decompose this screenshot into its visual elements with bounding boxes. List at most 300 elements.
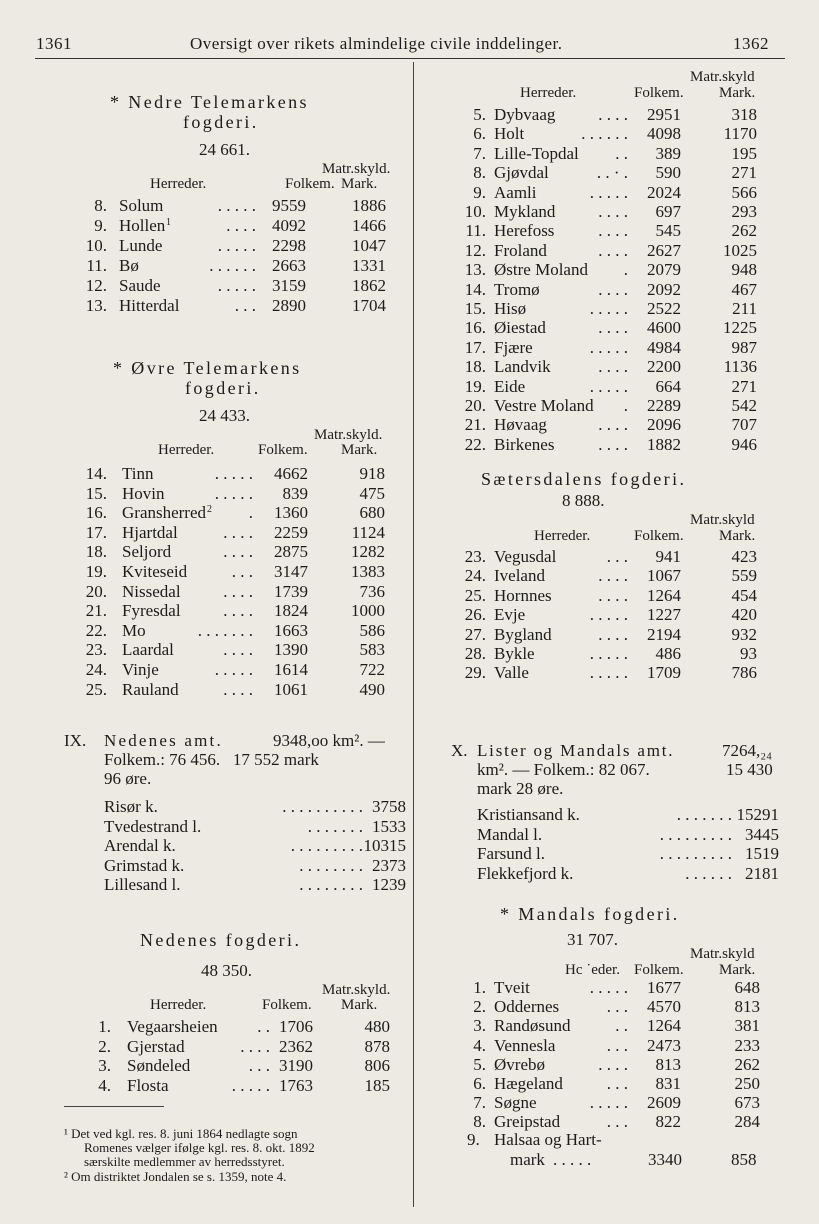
matrikkelskyld: 475 — [359, 483, 385, 503]
row-number: 19. — [464, 376, 486, 396]
col-header-matr: Matr.skyld — [690, 69, 755, 85]
town-name: Kristiansand k. — [477, 805, 580, 824]
leader-dots: . . . — [234, 296, 256, 315]
matrikkelskyld: 211 — [732, 299, 757, 318]
table-row — [0, 1093, 819, 1112]
leader-dots: . . — [615, 1016, 628, 1036]
matrikkelskyld: 736 — [359, 581, 385, 601]
col-header-herreder: Herreder. — [534, 528, 591, 544]
herred-name: Nissedal — [122, 581, 181, 601]
amt-area: 7264,₂₄ — [722, 741, 773, 760]
town-name: Farsund l. — [477, 844, 545, 863]
folkemengde: 1763 — [279, 1075, 313, 1095]
folkemengde: 2289 — [647, 396, 681, 415]
row-number: 16. — [85, 503, 107, 523]
row-number: 5. — [473, 105, 486, 124]
row-number: 4. — [98, 1075, 111, 1095]
folkemengde: 1824 — [274, 601, 308, 621]
col-header-matr: Matr.skyld. — [314, 427, 383, 443]
amt-number: X. — [451, 741, 468, 760]
matrikkelskyld: 648 — [734, 978, 760, 997]
matrikkelskyld: 987 — [731, 337, 757, 357]
town-population: 3445 — [745, 824, 779, 844]
matrikkelskyld: 381 — [734, 1016, 760, 1036]
matrikkelskyld: 185 — [364, 1075, 390, 1095]
folkemengde: 1264 — [647, 1016, 681, 1036]
leader-dots: . . . . — [598, 279, 628, 299]
herred-name: Fjære — [494, 337, 533, 357]
leader-dots: . . . . — [223, 522, 253, 542]
leader-dots: . . . . — [240, 1036, 270, 1056]
herred-name: Tinn — [122, 464, 154, 483]
matrikkelskyld: 423 — [731, 547, 757, 566]
row-number: 17. — [85, 522, 107, 542]
row-number: 9. — [94, 216, 107, 235]
footnote-marker: 1 — [166, 217, 171, 228]
col-header-matr: Matr.skyld — [690, 512, 755, 528]
leader-dots: . . . — [606, 1074, 628, 1093]
folkemengde: 1264 — [647, 585, 681, 605]
row-number: 4. — [473, 1035, 486, 1055]
row-number: 21. — [85, 601, 107, 621]
matrikkelskyld: 271 — [731, 376, 757, 396]
town-population: 2181 — [745, 863, 779, 883]
col-header-matr: Matr.skyld. — [322, 161, 391, 177]
herred-name: mark — [510, 1150, 545, 1169]
herred-name: Fyresdal — [122, 601, 181, 621]
folkemengde: 2951 — [647, 105, 681, 124]
folkemengde: 2663 — [272, 256, 306, 275]
matrikkelskyld: 1000 — [351, 601, 385, 621]
leader-dots: . . . . . — [589, 376, 628, 396]
leader-dots: . . . — [606, 1035, 628, 1055]
section-title: * Nedre Telemarkens — [110, 92, 309, 112]
table-row — [0, 464, 819, 483]
herred-name: Øiestad — [494, 318, 546, 338]
leader-dots: . . . . . . — [685, 863, 732, 883]
leader-dots: . — [623, 260, 628, 280]
herred-name: Lille-Topdal — [494, 143, 579, 163]
herred-name: Randøsund — [494, 1016, 571, 1036]
row-number: 15. — [464, 299, 486, 318]
table-row — [0, 241, 819, 260]
folkemengde: 389 — [655, 143, 681, 163]
town-name: Tvedestrand l. — [104, 816, 202, 836]
leader-dots: . . . . . — [217, 236, 256, 255]
matrikkelskyld: 946 — [731, 434, 757, 454]
matrikkelskyld: 1136 — [723, 357, 757, 377]
amt-area: 9348,oo km². — — [273, 731, 385, 750]
footnote-1-cont: Romenes vælger ifølge kgl. res. 8. okt. 1892 — [84, 1140, 315, 1155]
table-row — [0, 318, 819, 337]
table-row — [0, 1016, 819, 1035]
leader-dots: . . . . . . . . — [299, 855, 363, 875]
table-row — [0, 625, 819, 644]
leader-dots: . . . . — [598, 318, 628, 338]
folkemengde: 813 — [655, 1054, 681, 1074]
col-header-folkem: Folkem. — [634, 85, 684, 101]
leader-dots: . . . . . . — [581, 124, 628, 144]
matrikkelskyld: 1331 — [352, 256, 386, 275]
row-number: 2. — [473, 997, 486, 1017]
folkemengde: 2092 — [647, 279, 681, 299]
table-row — [0, 280, 819, 299]
leader-dots: . . . . . . . — [307, 816, 363, 836]
folkemengde: 4092 — [272, 216, 306, 235]
amt-number: IX. — [64, 731, 87, 750]
row-number: 14. — [85, 464, 107, 483]
matrikkelskyld: 1124 — [351, 522, 385, 542]
leader-dots: . . . . . . . . . — [659, 824, 732, 844]
table-row — [0, 680, 819, 699]
folkemengde: 3190 — [279, 1056, 313, 1075]
herred-name: Eide — [494, 376, 526, 396]
herred-name: Søgne — [494, 1093, 537, 1113]
matrikkelskyld: 878 — [364, 1036, 390, 1056]
matrikkelskyld: 1025 — [723, 240, 757, 260]
leader-dots: . . . . . — [589, 978, 628, 997]
herred-name: Oddernes — [494, 997, 560, 1017]
folkemengde: 1614 — [274, 660, 308, 679]
row-number: 15. — [85, 483, 107, 503]
table-row — [0, 105, 819, 124]
town-row — [0, 805, 819, 824]
town-row — [0, 844, 819, 863]
matrikkelskyld: 566 — [731, 182, 757, 202]
row-number: 26. — [464, 605, 486, 625]
leader-dots: . . . . . — [589, 1093, 628, 1113]
leader-dots: . . . . . — [214, 464, 253, 483]
town-population: 10315 — [363, 836, 406, 855]
town-name: Lillesand l. — [104, 875, 181, 894]
col-header-mark: Mark. — [719, 85, 756, 101]
table-row — [0, 202, 819, 221]
herred-name: Bykle — [494, 644, 535, 663]
section-title: fogderi. — [185, 378, 261, 398]
page-number-left: 1361 — [36, 34, 72, 53]
herred-name: Hjartdal — [122, 522, 178, 542]
col-header-mark: Mark. — [341, 442, 378, 458]
town-population: 1519 — [745, 844, 779, 863]
table-row — [0, 605, 819, 624]
row-number: 3. — [473, 1016, 486, 1036]
leader-dots: . . . . . — [214, 483, 253, 503]
herred-name: Dybvaag — [494, 105, 556, 124]
folkemengde: 1663 — [274, 620, 308, 640]
col-header-herreder: Herreder. — [158, 442, 215, 458]
row-number: 9. — [473, 182, 486, 202]
section-title: Sætersdalens fogderi. — [481, 469, 687, 489]
matrikkelskyld: 707 — [731, 415, 757, 435]
row-number: 17. — [464, 337, 486, 357]
herred-name: Valle — [494, 663, 529, 683]
row-number: 23. — [85, 640, 107, 660]
leader-dots: . . . . . . . — [197, 620, 253, 640]
row-number: 10. — [85, 236, 107, 255]
folkemengde: 4600 — [647, 318, 681, 338]
row-number: 1. — [98, 1017, 111, 1036]
population-total: 24 433. — [199, 406, 250, 425]
herred-name: Greipstad — [494, 1112, 561, 1132]
herred-name: Mykland — [494, 202, 556, 221]
leader-dots: . . . . . — [589, 299, 628, 318]
matrikkelskyld: 293 — [731, 202, 757, 221]
col-header-herreder: Herreder. — [150, 176, 207, 192]
amt-population: km². — Folkem.: 82 067. — [477, 760, 650, 779]
matrikkelskyld: 262 — [734, 1054, 760, 1074]
row-number: 22. — [464, 434, 486, 454]
row-number: 14. — [464, 279, 486, 299]
leader-dots: . . . . . . . — [676, 805, 732, 824]
leader-dots: . . . . . — [217, 276, 256, 295]
row-number: 28. — [464, 644, 486, 663]
table-row — [0, 183, 819, 202]
leader-dots: . . . . — [598, 240, 628, 260]
row-number: 5. — [473, 1054, 486, 1074]
leader-dots: . . · . — [596, 163, 628, 183]
footnote-1-cont: særskilte medlemmer av herredsstyret. — [84, 1154, 285, 1169]
footnote-2: ² Om distriktet Jondalen se s. 1359, note 4. — [64, 1169, 287, 1184]
leader-dots: . . . . — [598, 585, 628, 605]
folkemengde: 822 — [655, 1112, 681, 1132]
herred-name: Øvrebø — [494, 1054, 545, 1074]
herred-name: Evje — [494, 605, 526, 625]
table-row — [0, 338, 819, 357]
herred-name: Tromø — [494, 279, 540, 299]
herred-name: Lunde — [119, 236, 163, 255]
row-number: 11. — [86, 256, 107, 275]
table-row — [0, 586, 819, 605]
table-row — [0, 415, 819, 434]
col-header-herreder: Herreder. — [150, 997, 207, 1013]
leader-dots: . . . . . . . . . . — [282, 797, 363, 816]
matrikkelskyld: 542 — [731, 396, 757, 415]
folkemengde: 697 — [655, 202, 681, 221]
row-number: 23. — [464, 547, 486, 566]
leader-dots: . . . . . . . . . — [290, 836, 363, 855]
row-number: 12. — [464, 240, 486, 260]
leader-dots: . . . . . . . . . — [659, 844, 732, 863]
folkemengde: 1739 — [274, 581, 308, 601]
col-header-matr: Matr.skyld — [690, 946, 755, 962]
leader-dots: . . . . — [223, 679, 253, 699]
leader-dots: . . . . — [598, 105, 628, 124]
header-rule — [35, 58, 785, 59]
row-number: 11. — [465, 221, 486, 241]
row-number: 21. — [464, 415, 486, 435]
herred-name: Mo — [122, 620, 146, 640]
folkemengde: 4098 — [647, 124, 681, 144]
section-title: fogderi. — [183, 112, 259, 132]
row-number: 19. — [85, 562, 107, 581]
table-row — [0, 566, 819, 585]
matrikkelskyld: 786 — [731, 663, 757, 683]
leader-dots: . . — [257, 1017, 270, 1036]
leader-dots: . . . — [606, 1112, 628, 1132]
table-row — [0, 1055, 819, 1074]
table-row — [0, 644, 819, 663]
table-row — [0, 221, 819, 240]
col-header-folkem: Folkem. — [634, 962, 684, 978]
leader-dots: . . . . . — [589, 182, 628, 202]
leader-dots: . . . . — [223, 601, 253, 621]
folkemengde: 2096 — [647, 415, 681, 435]
herred-name: Aamli — [494, 182, 537, 202]
amt-name: Nedenes amt. — [104, 731, 223, 750]
row-number: 13. — [85, 296, 107, 315]
row-number: 12. — [85, 276, 107, 295]
row-number: 6. — [473, 1074, 486, 1093]
folkemengde: 3159 — [272, 276, 306, 295]
matrikkelskyld: 1886 — [352, 196, 386, 215]
folkemengde: 2298 — [272, 236, 306, 255]
folkemengde: 545 — [655, 221, 681, 241]
herred-name: Flosta — [127, 1075, 169, 1095]
population-total: 48 350. — [201, 961, 252, 980]
herred-name: Seljord — [122, 542, 172, 562]
row-number: 7. — [473, 143, 486, 163]
matrikkelskyld: 559 — [731, 566, 757, 586]
herred-name: Froland — [494, 240, 547, 260]
town-name: Grimstad k. — [104, 855, 185, 875]
footnote-1: ¹ Det ved kgl. res. 8. juni 1864 nedlagte sogn — [64, 1126, 298, 1141]
col-header-mark: Mark. — [719, 962, 756, 978]
row-number: 18. — [85, 542, 107, 562]
matrikkelskyld: 467 — [731, 279, 757, 299]
herred-name: Bø — [119, 256, 139, 275]
folkemengde: 2194 — [647, 624, 681, 644]
herred-name: Bygland — [494, 624, 552, 644]
footnote-marker: 2 — [207, 504, 212, 516]
row-number: 8. — [473, 1112, 486, 1132]
row-number: 8. — [94, 196, 107, 215]
section-title: Nedenes fogderi. — [140, 930, 302, 950]
table-row — [0, 299, 819, 318]
folkemengde: 4570 — [647, 997, 681, 1017]
folkemengde: 2362 — [279, 1036, 313, 1056]
col-header-mark: Mark. — [341, 176, 378, 192]
row-number: 24. — [464, 566, 486, 586]
table-row — [0, 144, 819, 163]
col-header-folkem: Folkem. — [285, 176, 335, 192]
matrikkelskyld: 858 — [731, 1150, 757, 1169]
matrikkelskyld: 195 — [731, 143, 757, 163]
matrikkelskyld: 673 — [734, 1093, 760, 1113]
row-number: 10. — [464, 202, 486, 221]
leader-dots: . . — [615, 143, 628, 163]
table-row — [0, 435, 819, 454]
leader-dots: . . . . . — [217, 196, 256, 215]
folkemengde: 9559 — [272, 196, 306, 215]
matrikkelskyld: 1170 — [723, 124, 757, 144]
row-number: 24. — [85, 660, 107, 679]
running-title: Oversigt over rikets almindelige civile inddelinger. — [190, 34, 563, 53]
col-header-mark: Mark. — [719, 528, 756, 544]
herred-name: Østre Moland — [494, 260, 588, 280]
table-row — [0, 163, 819, 182]
leader-dots: . . . . . . . . — [299, 875, 363, 894]
matrikkelskyld: 680 — [359, 503, 385, 523]
herred-name: Hitterdal — [119, 296, 180, 315]
table-row — [0, 997, 819, 1016]
herred-name: Kviteseid — [122, 562, 188, 581]
table-row — [0, 484, 819, 503]
folkemengde: 3147 — [274, 562, 308, 581]
table-row — [0, 357, 819, 376]
matrikkelskyld: 932 — [731, 624, 757, 644]
row-number: 13. — [464, 260, 486, 280]
leader-dots: . . . . — [223, 640, 253, 660]
matrikkelskyld: 233 — [734, 1035, 760, 1055]
folkemengde: 1706 — [279, 1017, 313, 1036]
col-header-folkem: Folkem. — [258, 442, 308, 458]
folkemengde: 2024 — [647, 182, 681, 202]
row-number: 22. — [85, 620, 107, 640]
row-number: 9. — [467, 1130, 480, 1149]
herred-name: Laardal — [122, 640, 174, 660]
leader-dots: . . . . — [226, 216, 256, 235]
leader-dots: . . . . — [223, 542, 253, 562]
row-number: 1. — [473, 978, 486, 997]
herred-name: Vinje — [122, 660, 159, 679]
herred-name: Hollen — [119, 216, 166, 235]
matrikkelskyld: 806 — [364, 1056, 390, 1075]
amt-mark: 15 430 — [726, 760, 773, 779]
folkemengde: 1709 — [647, 663, 681, 683]
section-title: * Mandals fogderi. — [500, 904, 680, 924]
amt-population: Folkem.: 76 456. 17 552 mark — [104, 750, 319, 769]
herred-name: Herefoss — [494, 221, 555, 241]
col-header-folkem: Folkem. — [262, 997, 312, 1013]
leader-dots: . . . . — [598, 1054, 628, 1074]
town-population: 15291 — [736, 805, 779, 824]
leader-dots: . . . . . — [231, 1075, 270, 1095]
row-number: 27. — [464, 624, 486, 644]
matrikkelskyld: 284 — [734, 1112, 760, 1132]
matrikkelskyld: 262 — [731, 221, 757, 241]
population-total: 8 888. — [562, 491, 605, 510]
folkemengde: 486 — [655, 644, 681, 663]
col-header-mark: Mark. — [341, 997, 378, 1013]
herred-name: Birkenes — [494, 434, 555, 454]
row-number: 3. — [98, 1056, 111, 1075]
matrikkelskyld: 1862 — [352, 276, 386, 295]
folkemengde: 2079 — [647, 260, 681, 280]
matrikkelskyld: 1704 — [352, 296, 386, 315]
row-number: 16. — [464, 318, 486, 338]
leader-dots: . . . . . — [214, 660, 253, 679]
matrikkelskyld: 250 — [734, 1074, 760, 1093]
amt-mark-ore: mark 28 øre. — [477, 779, 564, 798]
leader-dots: . — [623, 396, 628, 415]
row-number: 20. — [85, 581, 107, 601]
matrikkelskyld: 1282 — [351, 542, 385, 562]
herred-name: Tveit — [494, 978, 530, 997]
row-number: 2. — [98, 1036, 111, 1056]
leader-dots: . . . . — [223, 581, 253, 601]
row-number: 25. — [85, 679, 107, 699]
herred-name: Saude — [119, 276, 161, 295]
table-row — [0, 1074, 819, 1093]
matrikkelskyld: 948 — [731, 260, 757, 280]
town-name: Mandal l. — [477, 824, 543, 844]
herred-name: Solum — [119, 196, 164, 215]
folkemengde: 2200 — [647, 357, 681, 377]
table-row — [0, 1130, 819, 1149]
matrikkelskyld: 1466 — [352, 216, 386, 235]
folkemengde: 664 — [655, 376, 681, 396]
town-population: 2373 — [372, 855, 406, 875]
